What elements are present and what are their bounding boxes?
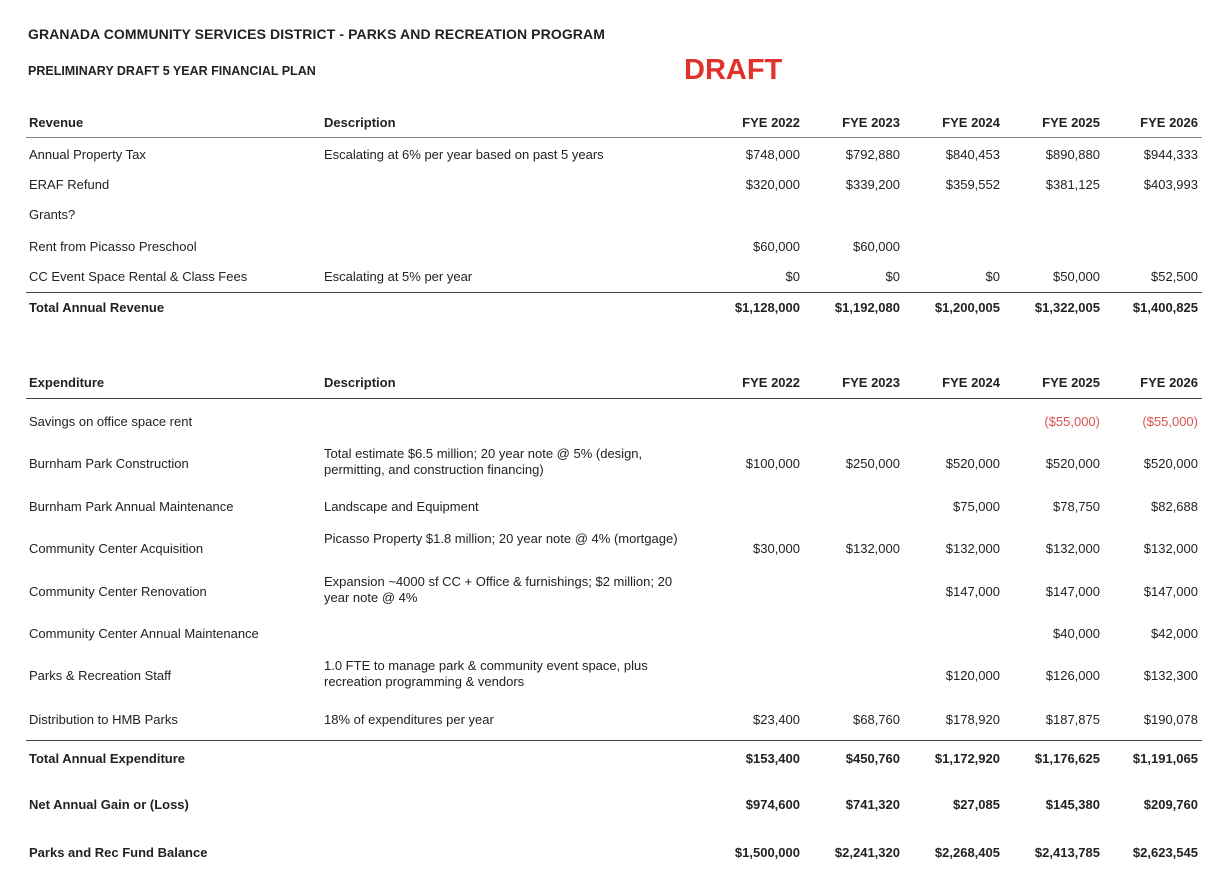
cell-fye-2026: $403,993 (1143, 177, 1198, 192)
expenditure-header-rule (26, 398, 1202, 399)
row-description: Escalating at 6% per year based on past 5 years (324, 147, 604, 162)
cell-fye-2024: $840,453 (945, 147, 1000, 162)
cell-fye-2026: $1,400,825 (1132, 300, 1198, 315)
cell-fye-2026: $147,000 (1143, 584, 1198, 599)
fye-2025-header: FYE 2025 (1042, 115, 1100, 130)
cell-fye-2024: $1,172,920 (934, 751, 1000, 766)
revenue-header-rule (26, 137, 1202, 138)
cell-fye-2023: $741,320 (845, 797, 900, 812)
row-label: Community Center Annual Maintenance (29, 626, 259, 641)
row-description: Escalating at 5% per year (324, 269, 473, 284)
expenditure-header: Expenditure (29, 375, 105, 390)
cell-fye-2026: $132,000 (1143, 541, 1198, 556)
row-description: Picasso Property $1.8 million; 20 year note @ 4% (mortgage) (324, 531, 678, 546)
row-label: CC Event Space Rental & Class Fees (29, 269, 248, 284)
row-label: Community Center Renovation (29, 584, 207, 599)
row-label: Total Annual Expenditure (29, 751, 186, 766)
description-header: Description (324, 115, 396, 130)
row-label: Burnham Park Construction (29, 456, 189, 471)
cell-fye-2024: $120,000 (945, 668, 1000, 683)
cell-fye-2024: $0 (985, 269, 1000, 284)
cell-fye-2026: $190,078 (1143, 712, 1198, 727)
row-label: Annual Property Tax (29, 147, 146, 162)
cell-fye-2022: $153,400 (745, 751, 800, 766)
cell-fye-2026: $520,000 (1143, 456, 1198, 471)
cell-fye-2024: $132,000 (945, 541, 1000, 556)
cell-fye-2024: $147,000 (945, 584, 1000, 599)
row-label: ERAF Refund (29, 177, 110, 192)
row-label: Savings on office space rent (29, 414, 193, 429)
cell-fye-2023: $339,200 (845, 177, 900, 192)
fye-2024-header: FYE 2024 (942, 115, 1000, 130)
cell-fye-2022: $100,000 (745, 456, 800, 471)
cell-fye-2025: $147,000 (1045, 584, 1100, 599)
cell-fye-2026: $2,623,545 (1132, 845, 1198, 860)
cell-fye-2022: $1,500,000 (734, 845, 800, 860)
row-label: Distribution to HMB Parks (29, 712, 178, 727)
cell-fye-2026: $1,191,065 (1132, 751, 1198, 766)
cell-fye-2026: $52,500 (1151, 269, 1198, 284)
cell-fye-2024: $359,552 (945, 177, 1000, 192)
fye-2025-header: FYE 2025 (1042, 375, 1100, 390)
cell-fye-2025: $381,125 (1045, 177, 1100, 192)
cell-fye-2024: $27,085 (953, 797, 1000, 812)
row-description: 1.0 FTE to manage park & community event space, plus recreation programming & vendors (324, 658, 648, 689)
fye-2022-header: FYE 2022 (742, 375, 800, 390)
revenue-total-rule (26, 292, 1202, 293)
cell-fye-2025: $132,000 (1045, 541, 1100, 556)
row-label: Parks and Rec Fund Balance (29, 845, 208, 860)
cell-fye-2025: $126,000 (1045, 668, 1100, 683)
fye-2024-header: FYE 2024 (942, 375, 1000, 390)
revenue-header: Revenue (29, 115, 84, 130)
fye-2026-header: FYE 2026 (1140, 375, 1198, 390)
cell-fye-2025: $2,413,785 (1034, 845, 1100, 860)
cell-fye-2023: $1,192,080 (834, 300, 900, 315)
cell-fye-2023: $250,000 (845, 456, 900, 471)
row-label: Grants? (29, 207, 76, 222)
cell-fye-2023: $2,241,320 (834, 845, 900, 860)
draft-stamp: DRAFT (684, 54, 783, 86)
cell-fye-2025: $520,000 (1045, 456, 1100, 471)
cell-fye-2023: $792,880 (845, 147, 900, 162)
cell-fye-2023: $68,760 (853, 712, 900, 727)
row-label: Total Annual Revenue (29, 300, 165, 315)
cell-fye-2024: $75,000 (953, 499, 1000, 514)
plan-title: PRELIMINARY DRAFT 5 YEAR FINANCIAL PLAN (28, 64, 316, 78)
cell-fye-2026: $132,300 (1143, 668, 1198, 683)
cell-fye-2025: $40,000 (1053, 626, 1100, 641)
row-description: Total estimate $6.5 million; 20 year note @ 5% (design, permitting, and construction financing) (324, 446, 643, 477)
cell-fye-2023: $60,000 (853, 239, 900, 254)
cell-fye-2022: $30,000 (753, 541, 800, 556)
cell-fye-2022: $60,000 (753, 239, 800, 254)
cell-fye-2022: $1,128,000 (734, 300, 800, 315)
cell-fye-2022: $974,600 (745, 797, 800, 812)
cell-fye-2025: $1,176,625 (1034, 751, 1100, 766)
row-label: Community Center Acquisition (29, 541, 204, 556)
expenditure-total-rule (26, 740, 1202, 741)
cell-fye-2022: $23,400 (753, 712, 800, 727)
row-description: Landscape and Equipment (324, 499, 479, 514)
cell-fye-2024: $178,920 (945, 712, 1000, 727)
cell-fye-2026: $82,688 (1151, 499, 1198, 514)
description-header: Description (324, 375, 396, 390)
cell-fye-2025: ($55,000) (1044, 414, 1100, 429)
cell-fye-2025: $890,880 (1045, 147, 1100, 162)
row-label: Rent from Picasso Preschool (29, 239, 197, 254)
cell-fye-2026: ($55,000) (1142, 414, 1198, 429)
fye-2022-header: FYE 2022 (742, 115, 800, 130)
row-label: Parks & Recreation Staff (29, 668, 172, 683)
org-title: GRANADA COMMUNITY SERVICES DISTRICT - PARKS AND RECREATION PROGRAM (28, 26, 605, 42)
row-label: Burnham Park Annual Maintenance (29, 499, 234, 514)
fye-2023-header: FYE 2023 (842, 375, 900, 390)
cell-fye-2025: $145,380 (1045, 797, 1100, 812)
cell-fye-2022: $748,000 (745, 147, 800, 162)
cell-fye-2025: $187,875 (1045, 712, 1100, 727)
fye-2026-header: FYE 2026 (1140, 115, 1198, 130)
cell-fye-2023: $132,000 (845, 541, 900, 556)
cell-fye-2025: $50,000 (1053, 269, 1100, 284)
cell-fye-2022: $0 (785, 269, 800, 284)
cell-fye-2023: $450,760 (845, 751, 900, 766)
cell-fye-2024: $520,000 (945, 456, 1000, 471)
cell-fye-2024: $1,200,005 (934, 300, 1000, 315)
row-label: Net Annual Gain or (Loss) (29, 797, 189, 812)
fye-2023-header: FYE 2023 (842, 115, 900, 130)
cell-fye-2026: $944,333 (1143, 147, 1198, 162)
cell-fye-2023: $0 (885, 269, 900, 284)
cell-fye-2026: $209,760 (1143, 797, 1198, 812)
cell-fye-2025: $78,750 (1053, 499, 1100, 514)
cell-fye-2022: $320,000 (745, 177, 800, 192)
cell-fye-2024: $2,268,405 (934, 845, 1000, 860)
cell-fye-2025: $1,322,005 (1034, 300, 1100, 315)
row-description: Expansion ~4000 sf CC + Office & furnishings; $2 million; 20 year note @ 4% (324, 574, 673, 605)
row-description: 18% of expenditures per year (324, 712, 494, 727)
cell-fye-2026: $42,000 (1151, 626, 1198, 641)
